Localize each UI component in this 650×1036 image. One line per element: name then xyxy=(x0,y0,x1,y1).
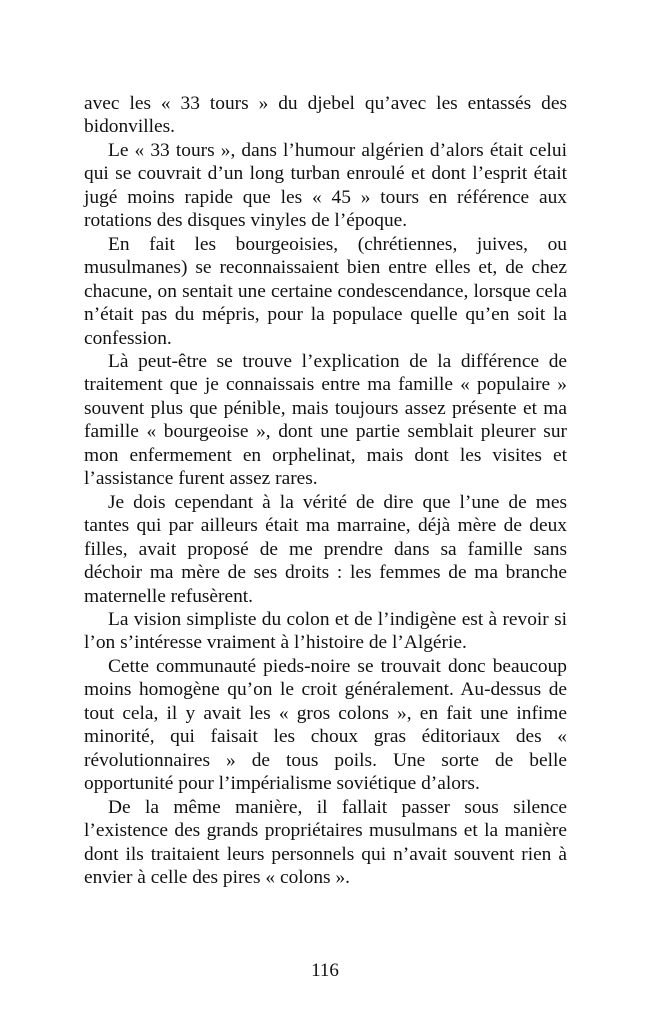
paragraph-continuation: avec les « 33 tours » du djebel qu’avec les entassés des bidonvilles. xyxy=(84,93,567,138)
paragraph-explication: Là peut-être se trouve l’explication de la différence de traitement que je connaissais entre ma famille « populaire » souvent plus que pénible, mais toujours assez présente et ma famille « bourgeoise », dont une partie semblait pleurer sur mon enfermement en orphelinat, mais dont les visites et l’assistance furent assez rares. xyxy=(84,350,567,490)
paragraph-tante-marraine: Je dois cependant à la vérité de dire que l’une de mes tantes qui par ailleurs était ma marraine, déjà mère de deux filles, avait proposé de me prendre dans sa famille sans déchoir ma mère de ses droits : les femmes de ma branche maternelle refusèrent. xyxy=(84,491,567,607)
paragraph-vision-simpliste: La vision simpliste du colon et de l’indigène est à revoir si l’on s’intéresse vraiment à l’histoire de l’Algérie. xyxy=(84,608,567,654)
paragraph-proprietaires: De la même manière, il fallait passer sous silence l’existence des grands propriétaires musulmans et la manière dont ils traitaient leurs personnels qui n’avait souvent rien à envier à celle des pires « colons ». xyxy=(84,796,567,888)
paragraph-communaute: Cette communauté pieds-noire se trouvait donc beaucoup moins homogène qu’on le croit généralement. Au-dessus de tout cela, il y avait les « gros colons », en fait une infime minorité, qui faisait les choux gras éditoriaux des « révolutionnaires » de tous poils. Une sorte de belle opportunité pour l’impérialisme soviétique d’alors. xyxy=(84,655,567,795)
paragraph-33-tours: Le « 33 tours », dans l’humour algérien d’alors était celui qui se couvrait d’un long turban enroulé et dont l’esprit était jugé moins rapide que les « 45 » tours en référence aux rotations des disques vinyles de l’époque. xyxy=(84,139,567,232)
page-number: 116 xyxy=(311,960,339,981)
paragraph-bourgeoisies: En fait les bourgeoisies, (chrétiennes, juives, ou musulmanes) se reconnaissaient bien entre elles et, de chez chacune, on sentait une certaine condescendance, lorsque cela n’était pas du mépris, pour la populace quelle qu’en soit la confession. xyxy=(84,233,567,349)
body-text xyxy=(84,92,567,889)
